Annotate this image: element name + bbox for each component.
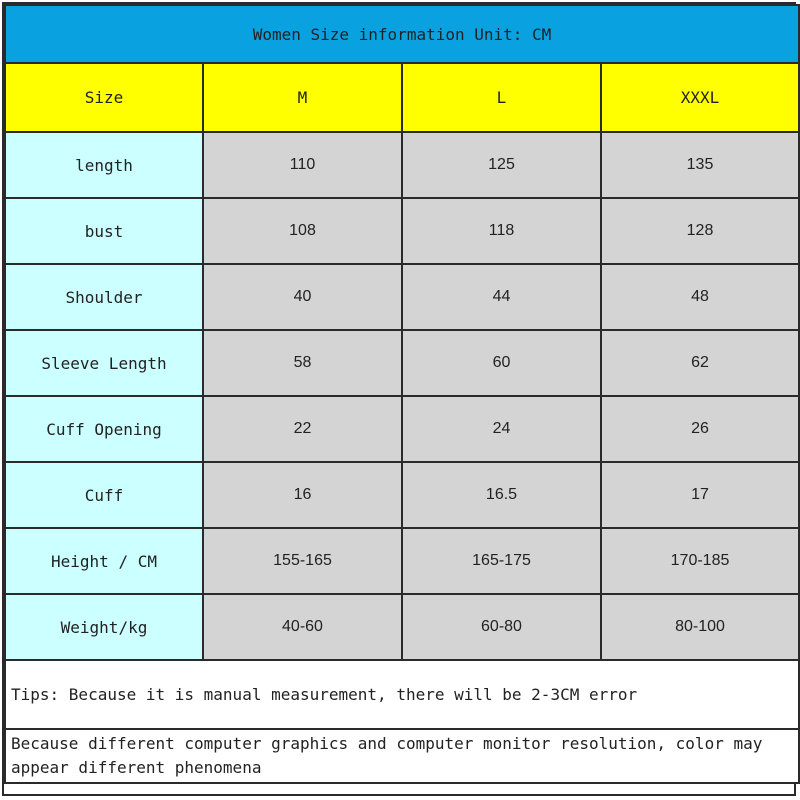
header-size-label: Size [5,63,203,132]
cell-value: 22 [203,396,402,462]
size-table [4,4,800,784]
cell-value: 16 [203,462,402,528]
row-label: Weight/kg [5,594,203,660]
row-label: length [5,132,203,198]
cell-value: 165-175 [402,528,601,594]
size-chart [2,2,796,796]
cell-value: 44 [402,264,601,330]
cell-value: 135 [601,132,799,198]
row-label: Cuff [5,462,203,528]
cell-value: 16.5 [402,462,601,528]
row-label: bust [5,198,203,264]
header-size-m: M [203,63,402,132]
table-row [5,528,799,594]
cell-value: 80-100 [601,594,799,660]
table-row [5,594,799,660]
cell-value: 26 [601,396,799,462]
row-label: Height / CM [5,528,203,594]
cell-value: 60-80 [402,594,601,660]
cell-value: 128 [601,198,799,264]
header-size-xxxl: XXXL [601,63,799,132]
cell-value: 60 [402,330,601,396]
cell-value: 58 [203,330,402,396]
cell-value: 24 [402,396,601,462]
title-row [5,5,799,63]
cell-value: 108 [203,198,402,264]
table-row [5,132,799,198]
cell-value: 110 [203,132,402,198]
table-row [5,264,799,330]
table-row [5,396,799,462]
cell-value: 118 [402,198,601,264]
header-row [5,63,799,132]
cell-value: 17 [601,462,799,528]
cell-value: 40 [203,264,402,330]
row-label: Sleeve Length [5,330,203,396]
tips-row [5,660,799,729]
header-size-l: L [402,63,601,132]
disclaimer-row [5,729,799,783]
cell-value: 170-185 [601,528,799,594]
row-label: Shoulder [5,264,203,330]
table-row [5,198,799,264]
cell-value: 62 [601,330,799,396]
table-title: Women Size information Unit: CM [5,5,799,63]
cell-value: 155-165 [203,528,402,594]
table-row [5,330,799,396]
tips-note: Tips: Because it is manual measurement, there will be 2-3CM error [5,660,799,729]
cell-value: 40-60 [203,594,402,660]
table-row [5,462,799,528]
cell-value: 125 [402,132,601,198]
disclaimer-note: Because different computer graphics and computer monitor resolution, color may appear different phenomena [5,729,799,783]
row-label: Cuff Opening [5,396,203,462]
cell-value: 48 [601,264,799,330]
